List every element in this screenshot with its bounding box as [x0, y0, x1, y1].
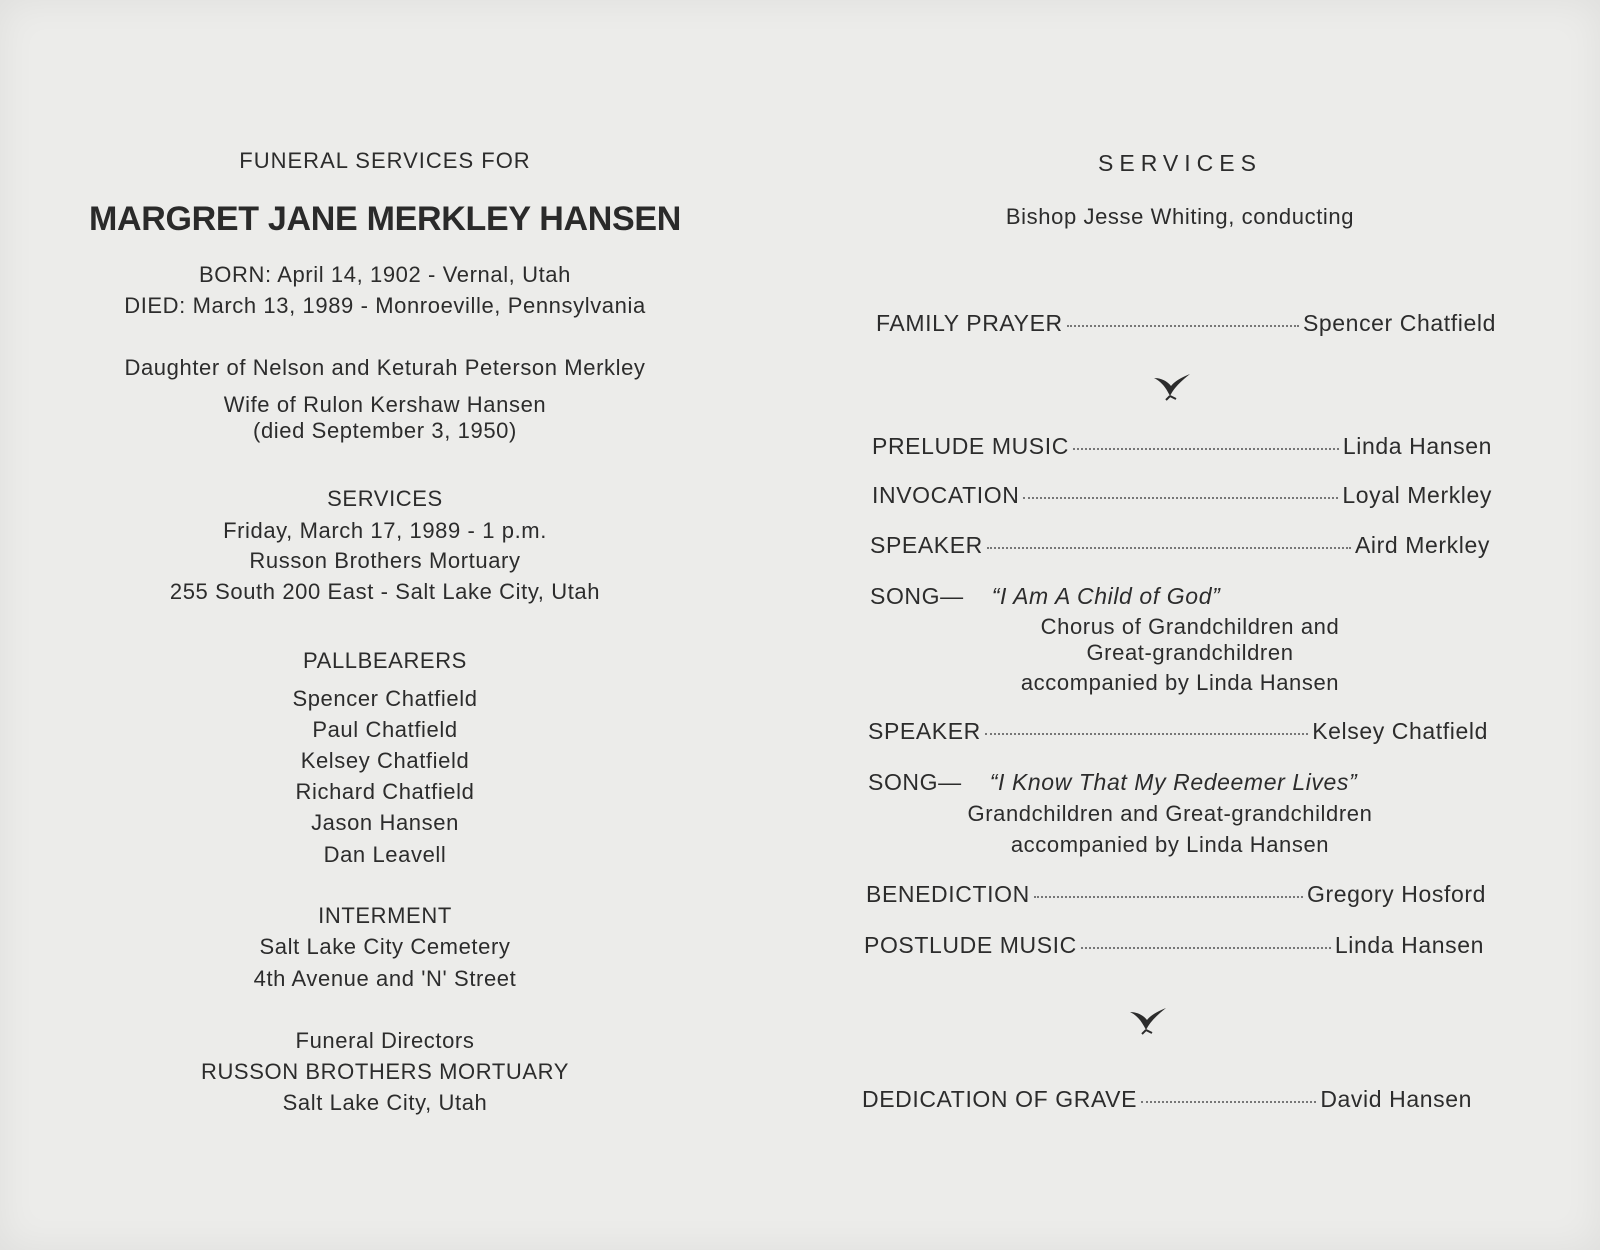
song-performer-line: Great-grandchildren	[1086, 640, 1294, 665]
services-heading: SERVICES	[327, 486, 443, 511]
dot-leader	[987, 547, 1351, 549]
program-label: BENEDICTION	[866, 881, 1030, 907]
dot-leader	[985, 733, 1308, 735]
program-label: FAMILY PRAYER	[876, 310, 1063, 336]
song-accompanist-line: accompanied by Linda Hansen	[1020, 670, 1340, 695]
program-row-speaker	[870, 532, 1490, 559]
program-row-postlude	[864, 932, 1484, 959]
program-label: SPEAKER	[870, 532, 983, 558]
directors-city: Salt Lake City, Utah	[282, 1090, 488, 1115]
wife-line: Wife of Rulon Kershaw Hansen	[223, 392, 547, 417]
program-row-speaker-2	[868, 718, 1488, 745]
song-performer-line: Chorus of Grandchildren and	[1040, 614, 1340, 639]
dot-leader	[1023, 497, 1338, 499]
program-value: Linda Hansen	[1342, 433, 1492, 459]
program-label: SPEAKER	[868, 718, 981, 744]
pallbearer-item: Jason Hansen	[311, 810, 459, 835]
pallbearer-item: Paul Chatfield	[312, 717, 458, 742]
program-value: Aird Merkley	[1354, 532, 1490, 558]
daughter-line: Daughter of Nelson and Keturah Peterson Merkley	[124, 355, 646, 380]
program-row-dedication	[862, 1086, 1472, 1113]
program-value: Spencer Chatfield	[1302, 310, 1496, 336]
program-label: PRELUDE MUSIC	[872, 433, 1069, 459]
pallbearer-item: Dan Leavell	[323, 842, 447, 867]
program-row-prelude	[872, 433, 1492, 460]
dot-leader	[1141, 1101, 1316, 1103]
services-place: Russon Brothers Mortuary	[249, 548, 521, 573]
program-row-benediction	[866, 881, 1486, 908]
conducting-line: Bishop Jesse Whiting, conducting	[1005, 204, 1355, 229]
left-panel	[40, 0, 770, 1250]
dot-leader	[1034, 896, 1303, 898]
dot-leader	[1067, 325, 1299, 327]
program-row-family-prayer	[876, 310, 1496, 337]
song-title: “I Know That My Redeemer Lives”	[989, 769, 1358, 795]
program-value: Gregory Hosford	[1306, 881, 1486, 907]
deceased-name: MARGRET JANE MERKLEY HANSEN	[89, 200, 681, 238]
song-title: “I Am A Child of God”	[991, 583, 1221, 609]
services-date: Friday, March 17, 1989 - 1 p.m.	[223, 518, 547, 543]
right-panel	[860, 0, 1520, 1250]
interment-address: 4th Avenue and 'N' Street	[253, 966, 517, 991]
bird-ornament-icon	[1126, 1002, 1170, 1036]
song-accompanist-line: accompanied by Linda Hansen	[1010, 832, 1330, 857]
program-value: Kelsey Chatfield	[1312, 718, 1488, 744]
bird-ornament-icon	[1150, 368, 1194, 402]
song-label: SONG—	[868, 769, 962, 795]
interment-heading: INTERMENT	[318, 903, 452, 928]
pallbearer-item: Kelsey Chatfield	[300, 748, 470, 773]
pallbearers-heading: PALLBEARERS	[303, 648, 467, 673]
directors-name: RUSSON BROTHERS MORTUARY	[200, 1059, 570, 1084]
program-row-invocation	[872, 482, 1492, 509]
song-performer-line: Grandchildren and Great-grandchildren	[967, 801, 1373, 826]
program-label: DEDICATION OF GRAVE	[862, 1086, 1138, 1112]
program-label: INVOCATION	[872, 482, 1020, 508]
song-row-2	[868, 769, 1357, 796]
directors-heading: Funeral Directors	[295, 1028, 475, 1053]
services-program-heading: SERVICES	[1098, 150, 1262, 176]
pallbearer-item: Richard Chatfield	[295, 779, 475, 804]
services-address: 255 South 200 East - Salt Lake City, Utah	[169, 579, 601, 604]
program-value: Linda Hansen	[1334, 932, 1484, 958]
program-label: POSTLUDE MUSIC	[864, 932, 1077, 958]
interment-place: Salt Lake City Cemetery	[259, 934, 511, 959]
song-row-1	[870, 583, 1220, 610]
pallbearer-item: Spencer Chatfield	[292, 686, 478, 711]
program-value: Loyal Merkley	[1342, 482, 1492, 508]
song-label: SONG—	[870, 583, 964, 609]
dot-leader	[1073, 448, 1339, 450]
program-value: David Hansen	[1320, 1086, 1472, 1112]
died-line: DIED: March 13, 1989 - Monroeville, Pennsylvania	[124, 293, 646, 318]
born-line: BORN: April 14, 1902 - Vernal, Utah	[199, 262, 571, 287]
funeral-services-heading: FUNERAL SERVICES FOR	[239, 148, 531, 173]
dot-leader	[1081, 947, 1331, 949]
wife-died-line: (died September 3, 1950)	[253, 418, 517, 443]
